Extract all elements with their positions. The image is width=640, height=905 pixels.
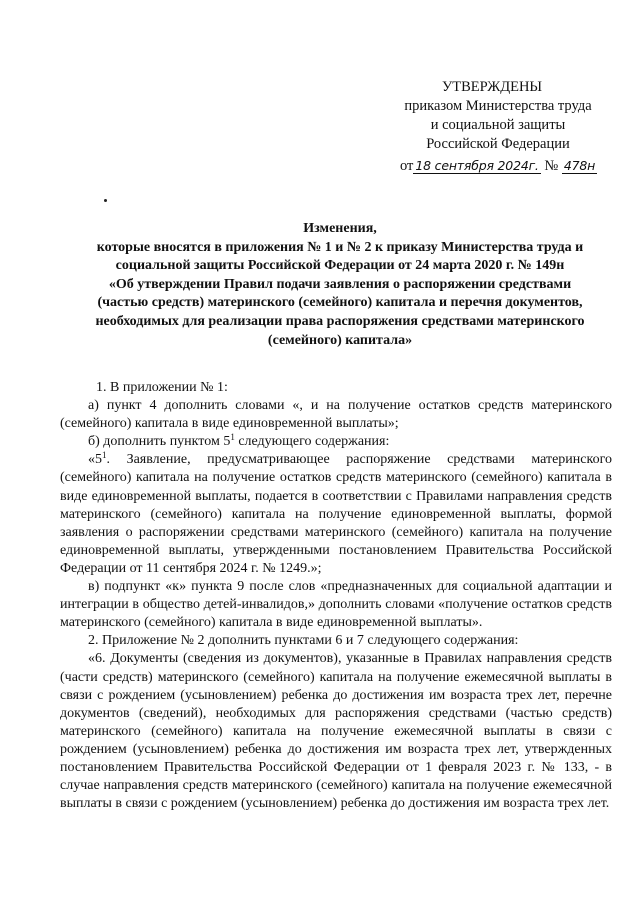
approval-line-country: Российской Федерации: [426, 136, 570, 152]
approval-block: [398, 78, 598, 176]
paragraph-5-1-start: «5: [88, 452, 102, 468]
title-line-2: которые вносятся в приложения № 1 и № 2 к приказу Министерства труда и: [96, 239, 584, 255]
paragraph-1b-tail: следующего содержания:: [234, 434, 390, 450]
approval-date-line: [400, 156, 598, 176]
paragraph-1: 1. В приложении № 1:: [96, 380, 228, 395]
paragraph-2: 2. Приложение № 2 дополнить пунктами 6 и 7 следующего содержания:: [88, 633, 519, 649]
approval-heading: УТВЕРЖДЕНЫ: [442, 79, 543, 95]
title-line-3: социальной защиты Российской Федерации от 24 марта 2020 г. № 149н: [115, 258, 565, 274]
title-line-5: (частью средств) материнского (семейного) капитала и перечня документов,: [97, 295, 583, 311]
title-line-4: «Об утверждении Правил подачи заявления о распоряжении средствами: [108, 276, 572, 292]
approval-line-order: приказом Министерства труда: [404, 98, 592, 114]
paragraph-5-1: [60, 451, 612, 578]
superscript: 1: [102, 450, 107, 461]
number-prefix: №: [544, 158, 559, 174]
paragraph-6: «6. Документы (сведения из документов), указанные в Правилах направления средств (части средств) материнского (семейного) капитала на получение ежемесячной выплаты в связи с рождением (усыновлением) ребенка до достижения им возраста трех лет, перечне документов (сведений), необходимых для распоряжения средствами (частью средств) материнского (семейного) капитала на получение ежемесячной выплаты в связи с рождением (усыновлением) ребенка до достижения им возраста трех лет, утвержденных постановлением Правительства Российской Федерации от 1 февраля 2023 г. № 133, - в случае направления средств материнского (семейного) капитала на получение ежемесячной выплаты в связи с рождением (усыновлением) ребенка до достижения им возраста трех лет.: [60, 651, 612, 812]
document-title: [60, 220, 620, 350]
title-line-1: Изменения,: [303, 221, 377, 236]
approval-line-ministry: и социальной защиты: [430, 117, 566, 133]
document-body: [60, 379, 612, 813]
paragraph-1a: а) пункт 4 дополнить словами «, и на получение остатков средств материнского (семейного) капитала в виде единовременной выплаты»;: [60, 398, 612, 432]
paragraph-1c: в) подпункт «к» пункта 9 после слов «предназначенных для социальной адаптации и интеграции в общество детей-инвалидов,» дополнить словами «получение остатков средств материнского (семейного) капитала в виде единовременной выплаты».: [60, 579, 612, 631]
paragraph-1b-text: б) дополнить пунктом 5: [88, 434, 231, 450]
paragraph-5-1-text: . Заявление, предусматривающее распоряжение средствами материнского (семейного) капитала на получение остатков средств материнского (семейного) капитала в виде единовременной выплаты, подается в соответствии с Правилами направления средств материнского (семейного) капитала на получение единовременной выплаты, формой заявления о распоряжении средствами материнского (семейного) капитала на получение единовременной выплаты, утвержденными постановлением Правительства Российской Федерации от 11 сентября 2024 г. № 1249.»;: [60, 452, 612, 576]
title-line-6: необходимых для реализации права распоряжения средствами материнского: [95, 313, 585, 329]
ink-dot: [104, 199, 107, 202]
paragraph-1b: [60, 433, 612, 451]
title-line-7: (семейного) капитала»: [267, 332, 413, 348]
handwritten-date: 18 сентября 2024г.: [415, 158, 539, 173]
handwritten-number: 478н: [563, 158, 596, 173]
superscript: 1: [230, 432, 235, 443]
date-prefix: от: [400, 158, 414, 174]
